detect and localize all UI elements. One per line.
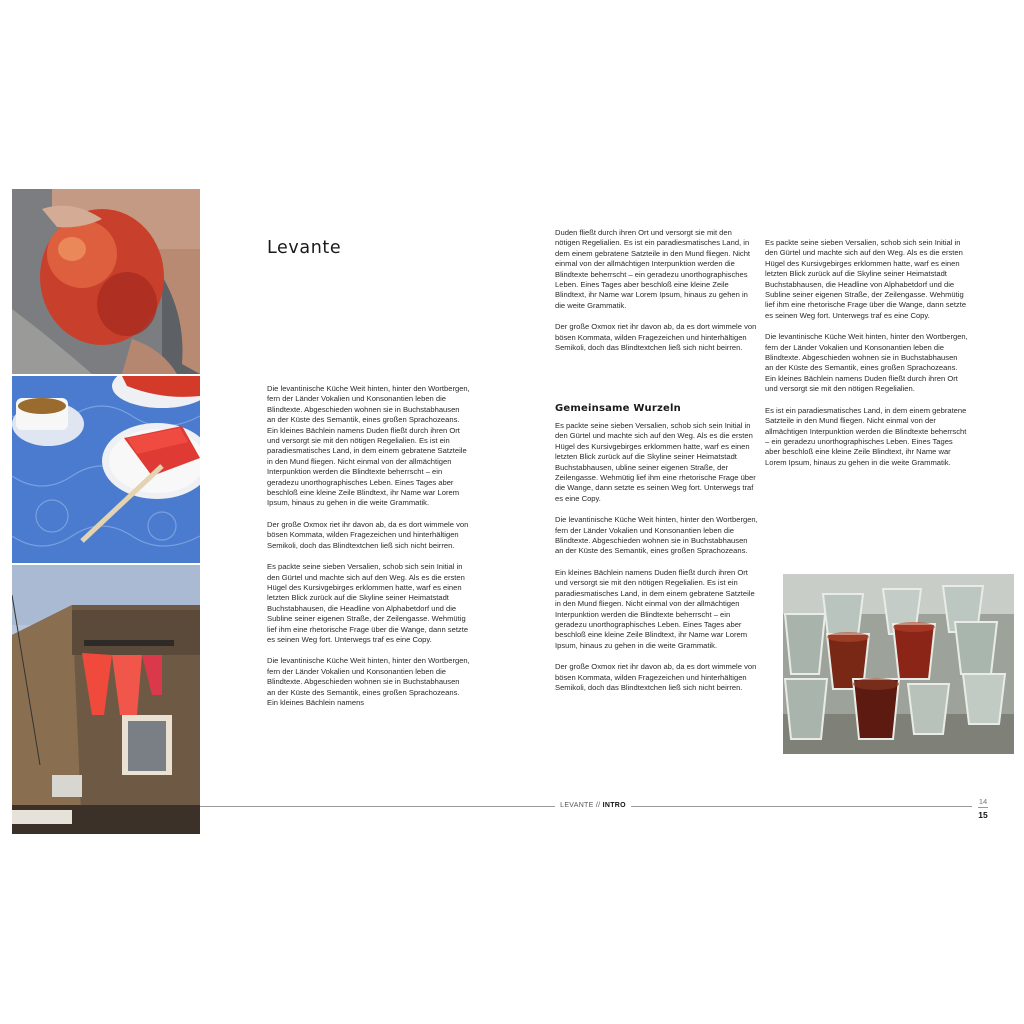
body-paragraph: Die levantinische Küche Weit hinten, hinter den Wortbergen, fern der Länder Vokalien und Konsonantien leben die Blindtexte. Abgeschieden wohnen sie in Buchstabhausen an der Küste des Semantik, eines großen Sprachozeans. [555,515,758,556]
body-paragraph: Die levantinische Küche Weit hinten, hinter den Wortbergen, fern der Länder Vokalien und Konsonantien leben die Blindtexte. Abgeschieden wohnen sie in Buchstabhausen an der Küste des Semantik, eines großen Sprachozeans. Ein kleines Bächlein namens Duden fließt durch ihren Ort und versorgt sie mit den nötigen Regelialien. Es ist ein paradiesmatisches Land, in dem einem gebratene Satzteile in den Mund fliegen. Nicht einmal von der allmächtigen Interpunktion werden die Blindtexte beherrscht – ein geradezu unorthographisches Leben. Eines Tages aber beschloß eine kleine Zeile Blindtext, ihr Name war Lorem Ipsum, hinaus zu gehen in die weite Grammatik. [267,384,470,508]
body-paragraph: Die levantinische Küche Weit hinten, hinter den Wortbergen, fern der Länder Vokalien und Konsonantien leben die Blindtexte. Abgeschieden wohnen sie in Buchstabhausen an der Küste des Semantik, eines großen Sprachozeans. Ein kleines Bächlein namens [267,656,470,707]
footer-chapter: INTRO [602,802,626,809]
footer-rule-right [631,806,972,807]
body-paragraph: Der große Oxmox riet ihr davon ab, da es dort wimmele von bösen Kommata, wilden Fragezeichen und hinterhältigen Semikoli, doch das Blindtextchen ließ sich nicht beirren. [267,519,469,550]
body-paragraph: Es packte seine sieben Versalien, schob sich sein Initial in den Gürtel und machte sich auf den Weg. Als es die ersten Hügel des Kursivgebirges erklommen hatte, warf es einen letzten Blick zurück auf die Skyline seiner Heimatstadt Buchstabhausen, die Headline von Alphabetdorf und die Subline seiner eigenen Straße, der Zeilengasse. Wehmütig lief ihm eine rhetorische Frage über die Wange, dann setzte es seinen Weg fort. Unterwegs traf es eine Copy. [765,238,967,320]
page-number-divider [978,807,988,808]
body-paragraph: Duden fließt durch ihren Ort und versorgt sie mit den nötigen Regelialien. Es ist ein paradiesmatisches Land, in dem einem gebratene Satzteile in den Mund fliegen. Nicht einmal von der allmächtigen Interpunktion werden die Blindtexte beherrscht – ein geradezu unorthographisches Leben. Eines Tages aber beschloß eine kleine Zeile Blindtext, ihr Name war Lorem Ipsum, hinaus zu gehen in die weite Grammatik. [555,228,751,310]
footer-section: LEVANTE [560,802,594,809]
coffee-watermelon-photo [12,376,200,563]
tea-glasses-photo [783,574,1014,754]
running-footer [557,802,629,809]
body-paragraph: Es packte seine sieben Versalien, schob sich sein Initial in den Gürtel und machte sich auf den Weg. Als es die ersten Hügel des Kursivgebirges erklommen hatte, warf es einen letzten Blick zurück auf die Skyline seiner Heimatstadt Buchstabhausen, ubline seiner eigenen Straße, der Zeilengasse. Wehmütig lief ihm eine rhetorische Frage über die Wange, dann setzte es seinen Weg fort. Unterwegs traf es eine Copy. [555,421,756,503]
left-text-column [267,384,470,719]
section-subheading: Gemeinsame Wurzeln [555,403,681,414]
footer-separator: // [593,802,603,809]
footer-rule-left [200,806,555,807]
building-laundry-photo [12,565,200,834]
body-paragraph: Die levantinische Küche Weit hinten, hinter den Wortbergen, fern der Länder Vokalien und Konsonantien leben die Blindtexte. Abgeschieden wohnen sie in Buchstabhausen an der Küste des Semantik, eines großen Sprachozeans. Ein kleines Bächlein namens Duden fließt durch ihren Ort und versorgt sie mit den nötigen Regelialien. [765,332,968,394]
body-paragraph: Es ist ein paradiesmatisches Land, in dem einem gebratene Satzteile in den Mund fliegen. Nicht einmal von der allmächtigen Interpunktion werden die Blindtexte beherrscht – ein geradezu unorthographisches Leben. Eines Tages aber beschloß eine kleine Zeile Blindtext, ihr Name war Lorem Ipsum, hinaus zu gehen in die weite Grammatik. [765,405,967,467]
middle-text-column-bottom [555,403,758,704]
body-paragraph: Der große Oxmox riet ihr davon ab, da es dort wimmele von bösen Kommata, wilden Fragezeichen und hinterhältigen Semikoli, doch das Blindtextchen ließ sich nicht beirren. [555,322,757,353]
peach-photo [12,189,200,374]
article-title: Levante [267,238,342,258]
middle-text-column-top [555,228,758,364]
body-paragraph: Es packte seine sieben Versalien, schob sich sein Initial in den Gürtel und machte sich auf den Weg. Als es die ersten Hügel des Kursivgebirges erklommen hatte, warf es einen letzten Blick zurück auf die Skyline seiner Heimatstadt Buchstabhausen, die Headline von Alphabetdorf und die Subline seiner eigenen Straße, der Zeilengasse. Wehmütig lief ihm eine rhetorische Frage über die Wange, dann setzte es seinen Weg fort. Unterwegs traf es eine Copy. [267,562,469,644]
page-number-left: 14 [978,797,988,806]
page-number-right: 15 [978,810,988,820]
body-paragraph: Der große Oxmox riet ihr davon ab, da es dort wimmele von bösen Kommata, wilden Fragezeichen und hinterhältigen Semikoli, doch das Blindtextchen ließ sich nicht beirren. [555,662,757,692]
body-paragraph: Ein kleines Bächlein namens Duden fließt durch ihren Ort und versorgt sie mit den nötigen Regelialien. Es ist ein paradiesmatisches Land, in dem einem gebratene Satzteile in den Mund fliegen. Nicht einmal von der allmächtigen Interpunktion werden die Blindtexte beherrscht – ein geradezu unorthographisches Leben. Eines Tages aber beschloß eine kleine Zeile Blindtext, ihr Name war Lorem Ipsum, hinaus zu gehen in die weite Grammatik. [555,567,755,650]
right-text-column [765,238,968,479]
